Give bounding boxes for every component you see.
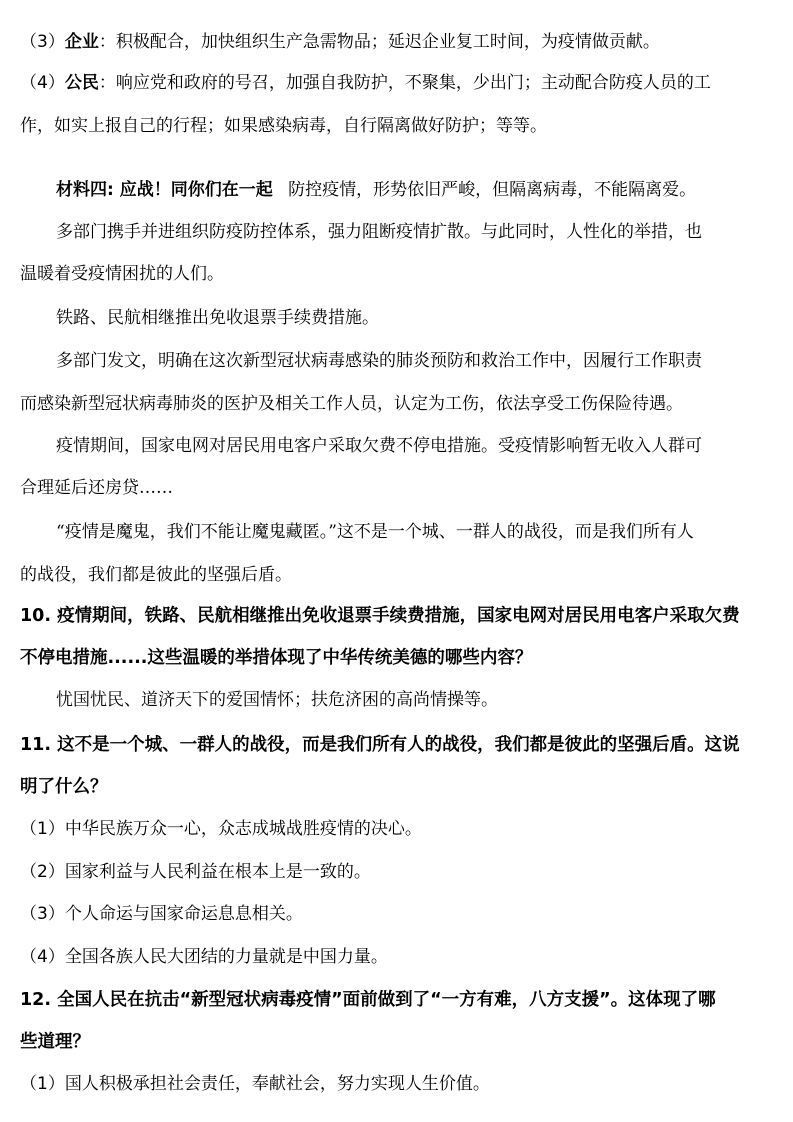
question-10-line-2: 不停电措施......这些温暖的举措体现了中华传统美德的哪些内容？ bbox=[20, 648, 533, 668]
question-11-answer-1: （1）中华民族万众一心，众志成城战胜疫情的决心。 bbox=[20, 819, 422, 839]
material-4-p3-line-1: 多部门发文，明确在这次新型冠状病毒感染的肺炎预防和救治工作中，因履行工作职责 bbox=[56, 351, 702, 371]
item-3-text: ：积极配合，加快组织生产急需物品；延迟企业复工时间，为疫情做贡献。 bbox=[98, 32, 660, 52]
material-4-heading: 材料四: 应战！同你们在一起 bbox=[56, 180, 273, 200]
item-3-label: 企业 bbox=[64, 32, 99, 52]
item-4-text-1: ：响应党和政府的号召，加强自我防护，不聚集，少出门；主动配合防疫人员的工 bbox=[98, 73, 711, 93]
item-4-line-1 bbox=[20, 71, 780, 95]
item-4-label: 公民 bbox=[64, 73, 99, 93]
question-11-answer-3: （3）个人命运与国家命运息息相关。 bbox=[20, 904, 303, 924]
question-11-line-2: 明了什么？ bbox=[20, 777, 108, 797]
material-4-p1-line-2: 温暖着受疫情困扰的人们。 bbox=[20, 264, 224, 284]
item-3 bbox=[20, 30, 780, 54]
question-12-answer-1: （1）国人积极承担社会责任，奉献社会，努力实现人生价值。 bbox=[20, 1074, 490, 1094]
question-12-line-2: 些道理？ bbox=[20, 1032, 90, 1052]
material-4-p2: 铁路、民航相继推出免收退票手续费措施。 bbox=[56, 308, 379, 328]
item-3-prefix: （3） bbox=[20, 32, 65, 52]
material-4-p5-line-2: 的战役，我们都是彼此的坚强后盾。 bbox=[20, 565, 292, 585]
question-11-line-1: 11. 这不是一个城、一群人的战役，而是我们所有人的战役，我们都是彼此的坚强后盾。这说 bbox=[20, 735, 740, 755]
material-4-p1-line-1: 多部门携手并进组织防疫防控体系，强力阻断疫情扩散。与此同时，人性化的举措，也 bbox=[56, 222, 702, 242]
question-10-answer: 忧国忧民、道济天下的爱国情怀；扶危济困的高尚情操等。 bbox=[56, 690, 498, 710]
material-4-intro: 防控疫情，形势依旧严峻，但隔离病毒，不能隔离爱。 bbox=[288, 180, 697, 200]
question-11-answer-2: （2）国家利益与人民利益在根本上是一致的。 bbox=[20, 862, 371, 882]
material-4-p4-line-1: 疫情期间，国家电网对居民用电客户采取欠费不停电措施。受疫情影响暂无收入人群可 bbox=[56, 436, 702, 456]
material-4-p4-line-2: 合理延后还房贷…… bbox=[20, 478, 173, 498]
material-4-heading-line bbox=[56, 178, 780, 202]
question-12-line-1: 12. 全国人民在抗击“新型冠状病毒疫情”面前做到了“一方有难，八方支援”。这体现了哪 bbox=[20, 990, 716, 1010]
question-11-answer-4: （4）全国各族人民大团结的力量就是中国力量。 bbox=[20, 947, 388, 967]
material-4-p3-line-2: 而感染新型冠状病毒肺炎的医护及相关工作人员，认定为工伤，依法享受工伤保险待遇。 bbox=[20, 394, 683, 414]
material-4-p5-line-1: “疫情是魔鬼，我们不能让魔鬼藏匿。”这不是一个城、一群人的战役，而是我们所有人 bbox=[56, 522, 694, 542]
item-4-prefix: （4） bbox=[20, 73, 65, 93]
item-4-line-2: 作，如实上报自己的行程；如果感染病毒，自行隔离做好防护；等等。 bbox=[20, 116, 547, 136]
question-10-line-1: 10. 疫情期间，铁路、民航相继推出免收退票手续费措施，国家电网对居民用电客户采取欠费 bbox=[20, 606, 740, 626]
